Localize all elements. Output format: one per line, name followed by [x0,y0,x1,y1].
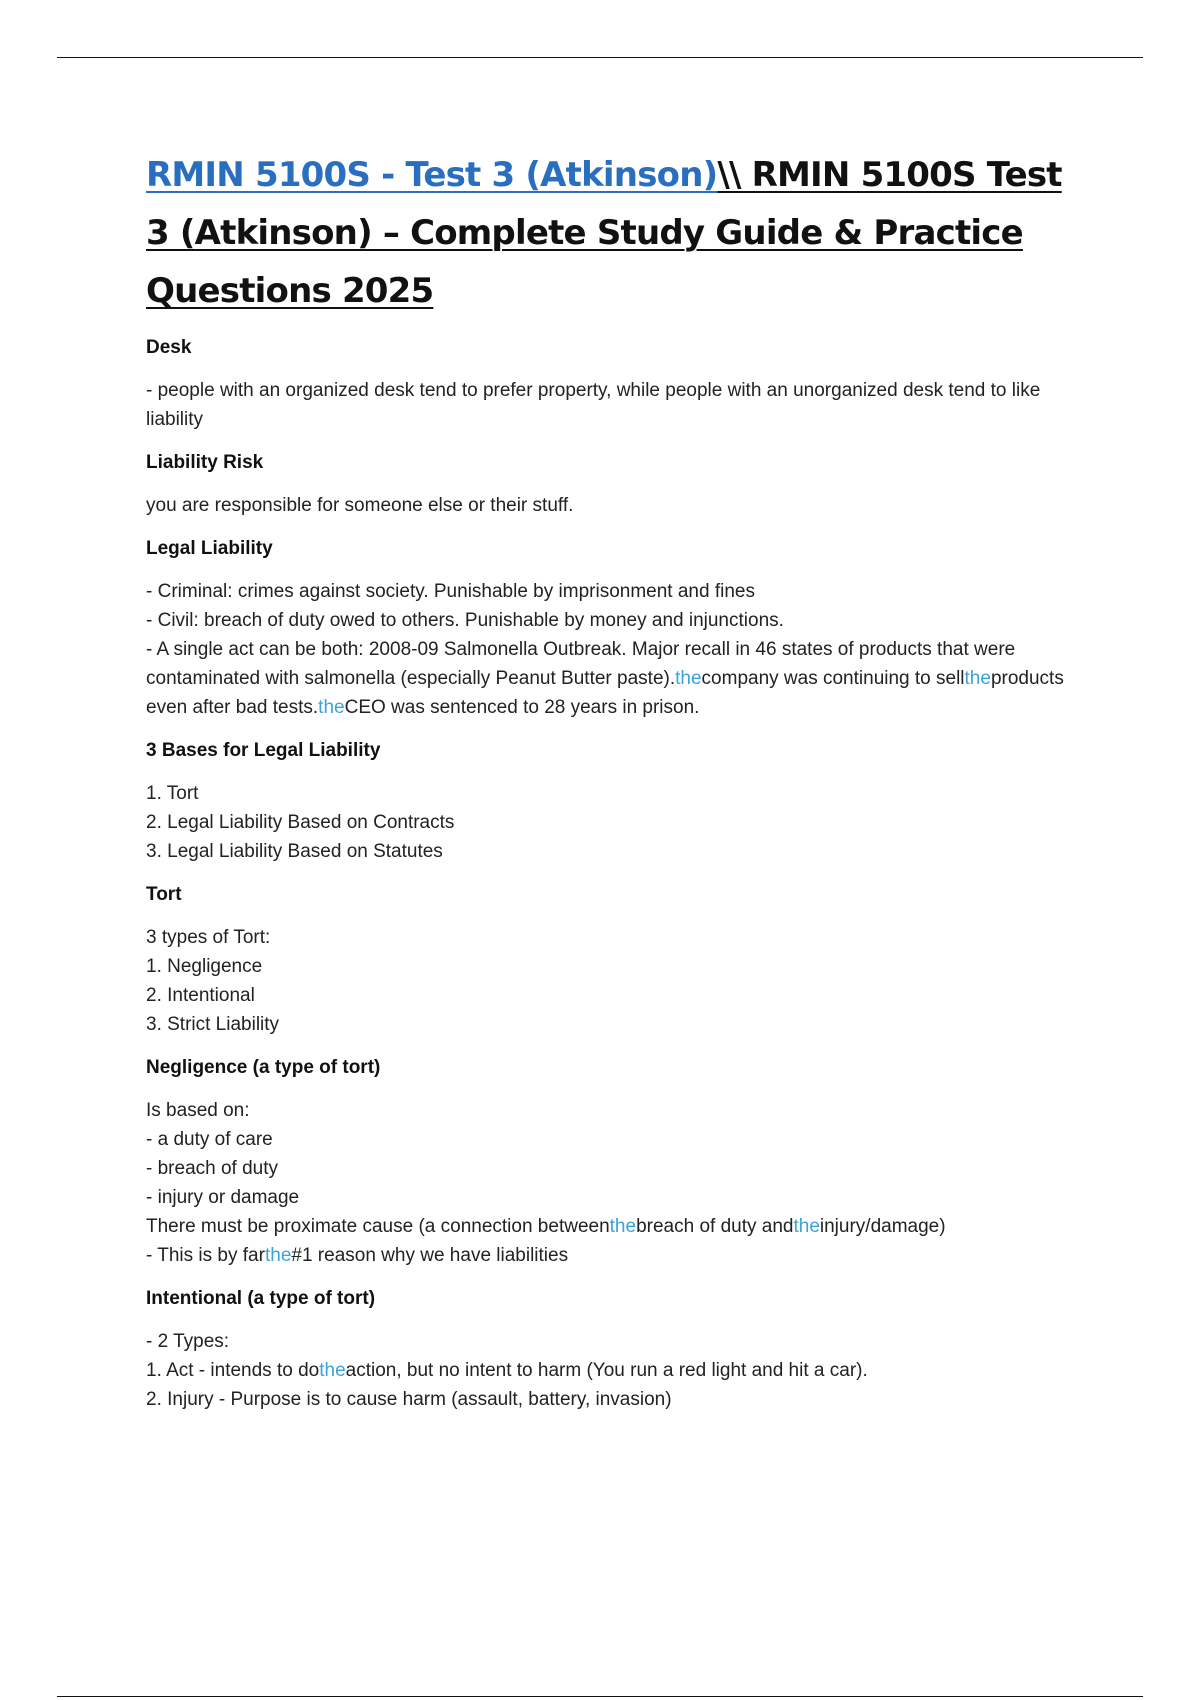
section-body [146,577,1086,722]
title-rest: \\ RMIN 5100S Test 3 (Atkinson) – Complete Study Guide & Practice Questions 2025 [146,155,1062,311]
list-item: 2. Legal Liability Based on Contracts [146,812,455,833]
section-body [146,1096,1086,1270]
body-line [146,635,1086,722]
section-body [146,491,1086,520]
body-line [146,1241,1086,1270]
body-line: Is based on: [146,1100,250,1121]
section-legal-liability [146,535,1086,722]
section-body [146,1327,1086,1414]
highlight-word: the [319,1360,346,1381]
list-item: 2. Intentional [146,985,255,1006]
highlight-word: the [318,697,345,718]
list-item: - a duty of care [146,1129,273,1150]
body-line [146,1212,1086,1241]
body-line: you are responsible for someone else or their stuff. [146,495,574,516]
section-heading: Tort [146,884,182,905]
section-heading: Intentional (a type of tort) [146,1288,376,1309]
section-liability-risk [146,449,1086,520]
list-item: 2. Injury - Purpose is to cause harm (assault, battery, invasion) [146,1389,672,1410]
body-line: - 2 Types: [146,1331,230,1352]
section-bases [146,737,1086,866]
section-body [146,923,1086,1039]
section-heading: 3 Bases for Legal Liability [146,740,381,761]
list-item: 3. Legal Liability Based on Statutes [146,841,443,862]
body-text: 1. Act - intends to do [146,1360,320,1381]
body-text: action, but no intent to harm (You run a red light and hit a car). [345,1360,868,1381]
highlight-word: the [264,1245,292,1266]
body-text: - A single act can be both: 2008-09 Salmonella Outbreak. Major recall in 46 states of products that were contaminated with salmonella (especially Peanut Butter paste). [146,639,1016,689]
section-tort [146,881,1086,1039]
document-page [146,146,1086,1429]
body-text: - This is by far [146,1245,265,1266]
section-negligence [146,1054,1086,1270]
body-text: #1 reason why we have liabilities [291,1245,569,1266]
section-intentional [146,1285,1086,1414]
list-item: 3. Strict Liability [146,1014,280,1035]
section-heading: Liability Risk [146,452,264,473]
body-text: products even after bad tests. [146,668,1064,718]
body-text: CEO was sentenced to 28 years in prison. [344,697,700,718]
section-heading: Legal Liability [146,538,273,559]
body-line: - Criminal: crimes against society. Punishable by imprisonment and fines [146,581,755,602]
body-text: company was continuing to sell [701,668,965,689]
bottom-rule [57,1696,1143,1697]
title-link[interactable]: RMIN 5100S - Test 3 (Atkinson) [146,155,718,195]
list-item: - injury or damage [146,1187,300,1208]
body-line: 3 types of Tort: [146,927,271,948]
body-text: There must be proximate cause (a connection between [146,1216,610,1237]
document-title [146,146,1086,320]
list-item: - breach of duty [146,1158,279,1179]
section-body [146,376,1086,434]
section-heading: Negligence (a type of tort) [146,1057,381,1078]
highlight-word: the [964,668,991,689]
highlight-word: the [609,1216,637,1237]
section-heading: Desk [146,337,192,358]
list-item: 1. Tort [146,783,199,804]
body-line: - people with an organized desk tend to prefer property, while people with an unorganized desk tend to like liability [146,380,1041,430]
body-line: - Civil: breach of duty owed to others. Punishable by money and injunctions. [146,610,784,631]
highlight-word: the [793,1216,820,1237]
highlight-word: the [675,668,702,689]
body-text: breach of duty and [636,1216,794,1237]
list-item [146,1356,1086,1385]
section-body [146,779,1086,866]
body-text: injury/damage) [819,1216,946,1237]
list-item: 1. Negligence [146,956,263,977]
section-desk [146,334,1086,434]
top-rule [57,57,1143,58]
